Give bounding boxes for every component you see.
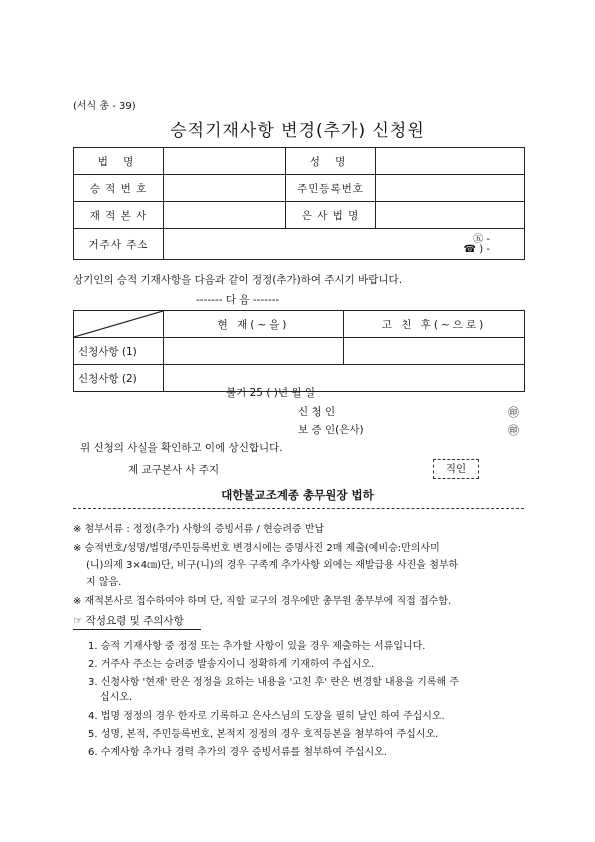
guarantor-label: 보 증 인(은사) [298, 424, 364, 436]
phone-marker: ☎ ) - [463, 244, 490, 255]
guide-heading: ☞ 작성요령 및 주의사항 [73, 615, 184, 627]
residence-address-label: 거주사 주소 [74, 229, 164, 260]
guide-item: 6. 수계사항 추가나 경력 추가의 경우 증빙서류를 첨부하여 주십시오. [88, 747, 387, 758]
registry-number-field[interactable] [164, 175, 286, 202]
guarantor-seal-icon: ㊞ [508, 424, 519, 437]
teacher-name-field[interactable] [376, 202, 525, 229]
table-row [74, 202, 525, 229]
request-1-current-field[interactable] [164, 338, 344, 365]
diagonal-line [74, 311, 163, 337]
table-row [74, 148, 525, 175]
confirm-sentence: 위 신청의 사실을 확인하고 이에 상신합니다. [80, 442, 283, 454]
resident-number-label: 주민등록번호 [286, 175, 376, 202]
request-item-label-2: 신청사항 (2) [74, 365, 164, 392]
date-line: 불기 25 ( )년 월 일 [226, 387, 315, 399]
form-number: (서식 총 - 39) [73, 101, 136, 112]
current-column-header: 현 재(~을) [164, 311, 344, 338]
below-divider: ------- 다 음 ------- [196, 294, 280, 306]
addressee: 대한불교조계종 총무원장 법하 [221, 488, 374, 502]
request-sentence: 상기인의 승적 기재사항을 다음과 같이 정정(추가)하여 주시기 바랍니다. [73, 274, 403, 286]
guide-item: 1. 승적 기재사항 중 정정 또는 추가할 사항이 있을 경우 제출하는 서류입니다. [88, 641, 426, 652]
name-label: 성 명 [286, 148, 376, 175]
guide-item: 3. 신청사항 '현재' 란은 정정을 요하는 내용을 '고친 후' 란은 변경할 내용을 기록해 주 [88, 677, 459, 688]
divider [73, 508, 524, 509]
note-submission: ※ 재적본사로 접수하여야 하며 단, 직할 교구의 경우에만 총무원 총무부에 직접 접수함. [73, 596, 452, 607]
teacher-name-label: 은 사 법 명 [286, 202, 376, 229]
note-photo: ※ 승적번호/성명/법명/주민등록번호 변경시에는 증명사진 2매 제출(예비승:만의사미 [73, 543, 440, 554]
name-field[interactable] [376, 148, 525, 175]
table-row [74, 229, 525, 260]
request-item-label-1: 신청사항 (1) [74, 338, 164, 365]
request-1-corrected-field[interactable] [344, 338, 525, 365]
dharma-name-field[interactable] [164, 148, 286, 175]
note-photo-cont: (니)의제 3×4㎝)단, 비구(니)의 경우 구족계 추가사항 외에는 재발급용 사진을 첨부하 [86, 560, 459, 571]
registry-number-label: 승 적 번 호 [74, 175, 164, 202]
guide-item-cont: 십시오. [100, 692, 133, 703]
request-2-field[interactable] [164, 365, 525, 392]
table-row [74, 338, 525, 365]
table-row [74, 311, 525, 338]
home-temple-label: 재 적 본 사 [74, 202, 164, 229]
applicant-info-table [73, 147, 525, 260]
dharma-name-label: 법 명 [74, 148, 164, 175]
applicant-seal-icon: ㊞ [508, 406, 519, 419]
change-request-table [73, 310, 525, 392]
note-photo-cont: 지 않음. [86, 577, 122, 588]
guide-item: 4. 법명 정정의 경우 한자로 기록하고 은사스님의 도장을 필히 날인 하여 주십시오. [88, 711, 445, 722]
guide-item: 2. 거주사 주소는 승려증 발송지이니 정확하게 기재하여 주십시오. [88, 659, 375, 670]
resident-number-field[interactable] [376, 175, 525, 202]
header-diagonal-cell [74, 311, 164, 338]
temple-abbot-line: 제 교구본사 사 주지 [128, 464, 220, 476]
residence-address-field[interactable] [164, 229, 525, 260]
home-temple-field[interactable] [164, 202, 286, 229]
official-stamp-box: 직인 [433, 459, 479, 479]
divider [73, 629, 201, 630]
postal-code-marker: ㊄ - [473, 234, 490, 245]
note-attachments: ※ 첨부서류 : 정정(추가) 사항의 증빙서류 / 현승려증 반납 [73, 524, 325, 535]
table-row [74, 175, 525, 202]
corrected-column-header: 고 친 후(~으로) [344, 311, 525, 338]
applicant-label: 신 청 인 [298, 406, 336, 418]
guide-item: 5. 성명, 본적, 주민등록번호, 본적지 정정의 경우 호적등본을 첨부하여 주십시오. [88, 729, 439, 740]
form-title: 승적기재사항 변경(추가) 신청원 [170, 121, 425, 141]
